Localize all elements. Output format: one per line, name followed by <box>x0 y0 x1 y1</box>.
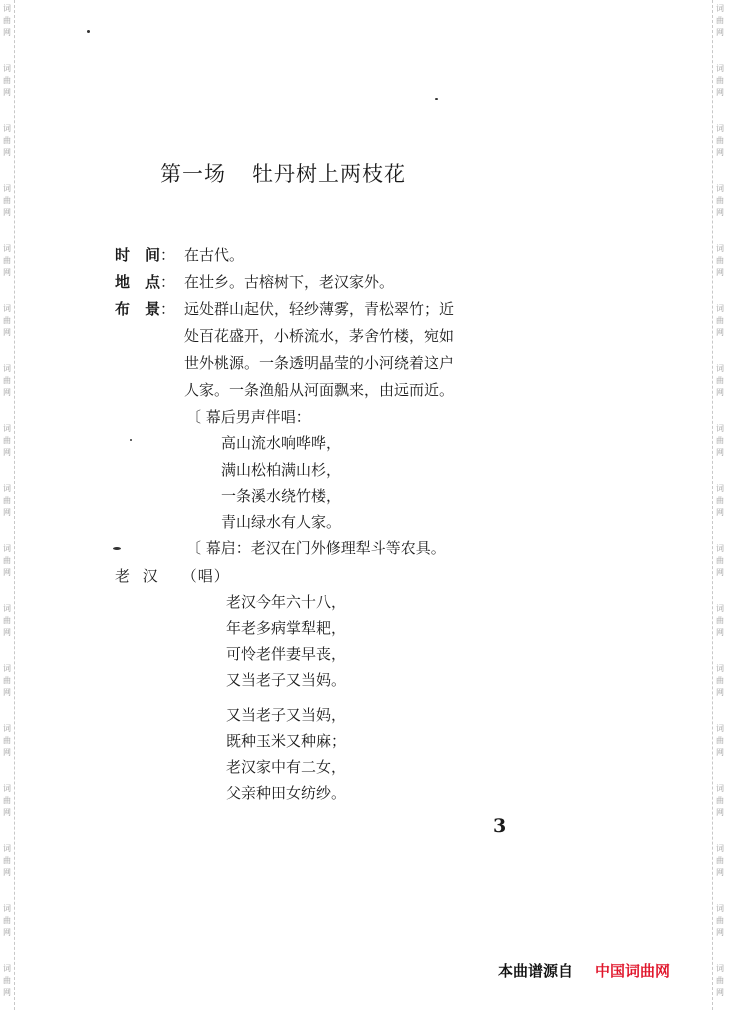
watermark-char: 曲 <box>716 736 724 745</box>
curtain-direction: 〔 幕启：老汉在门外修理犁斗等农具。 <box>186 539 446 557</box>
watermark-char: 网 <box>716 808 724 817</box>
watermark-char: 网 <box>3 328 11 337</box>
watermark-char: 曲 <box>3 196 11 205</box>
place-text: 在壮乡。古榕树下，老汉家外。 <box>184 273 395 291</box>
watermark-char: 词 <box>3 664 11 673</box>
watermark-char: 网 <box>3 808 11 817</box>
song-line: 一条溪水绕竹楼， <box>221 487 342 505</box>
scenery-line: 世外桃源。一条透明晶莹的小河绕着这户 <box>184 354 455 372</box>
watermark-char: 网 <box>716 868 724 877</box>
watermark-char: 词 <box>716 304 724 313</box>
watermark-char: 曲 <box>716 136 724 145</box>
watermark-char: 词 <box>716 184 724 193</box>
source-prefix: 本曲谱源自 <box>498 962 574 980</box>
watermark-char: 曲 <box>3 76 11 85</box>
watermark-char: 曲 <box>716 16 724 25</box>
verse-line: 又当老子又当妈， <box>226 706 347 724</box>
watermark-char: 网 <box>716 268 724 277</box>
watermark-char: 曲 <box>3 616 11 625</box>
watermark-char: 曲 <box>716 676 724 685</box>
watermark-char: 网 <box>716 628 724 637</box>
watermark-char: 词 <box>716 424 724 433</box>
watermark-char: 网 <box>716 508 724 517</box>
scan-speck <box>87 30 90 33</box>
verse-line: 老汉家中有二女， <box>226 758 347 776</box>
watermark-char: 网 <box>716 748 724 757</box>
watermark-char: 词 <box>3 184 11 193</box>
watermark-char: 词 <box>3 964 11 973</box>
watermark-char: 词 <box>716 784 724 793</box>
watermark-char: 曲 <box>3 496 11 505</box>
watermark-char: 曲 <box>716 496 724 505</box>
watermark-char: 网 <box>716 928 724 937</box>
watermark-char: 网 <box>716 568 724 577</box>
watermark-char: 词 <box>716 904 724 913</box>
right-watermark-strip <box>712 0 727 1010</box>
watermark-char: 词 <box>3 844 11 853</box>
watermark-char: 词 <box>3 364 11 373</box>
song-line: 满山松柏满山杉， <box>221 461 342 479</box>
watermark-char: 词 <box>716 484 724 493</box>
watermark-char: 网 <box>716 988 724 997</box>
left-watermark-strip <box>0 0 15 1010</box>
watermark-char: 词 <box>716 124 724 133</box>
watermark-char: 词 <box>3 784 11 793</box>
verse-line: 又当老子又当妈。 <box>226 671 347 689</box>
watermark-char: 网 <box>716 688 724 697</box>
watermark-char: 网 <box>3 148 11 157</box>
scan-speck <box>113 547 121 550</box>
watermark-char: 词 <box>3 64 11 73</box>
watermark-char: 曲 <box>3 976 11 985</box>
scene-title <box>160 158 406 188</box>
watermark-char: 网 <box>716 148 724 157</box>
watermark-char: 曲 <box>3 676 11 685</box>
watermark-char: 网 <box>3 388 11 397</box>
watermark-char: 词 <box>716 664 724 673</box>
watermark-char: 网 <box>716 388 724 397</box>
watermark-char: 曲 <box>3 796 11 805</box>
role-name: 老 汉 <box>115 567 162 585</box>
watermark-char: 网 <box>716 208 724 217</box>
scenery-line: 人家。一条渔船从河面飘来，由远而近。 <box>184 381 455 399</box>
watermark-char: 曲 <box>716 196 724 205</box>
watermark-char: 曲 <box>3 16 11 25</box>
watermark-char: 曲 <box>716 616 724 625</box>
watermark-char: 曲 <box>3 136 11 145</box>
time-label: 时 间： <box>115 246 176 264</box>
watermark-char: 网 <box>716 28 724 37</box>
watermark-char: 网 <box>3 208 11 217</box>
watermark-char: 曲 <box>3 556 11 565</box>
watermark-char: 曲 <box>716 916 724 925</box>
watermark-char: 曲 <box>716 436 724 445</box>
watermark-char: 网 <box>3 868 11 877</box>
watermark-char: 网 <box>3 448 11 457</box>
scan-speck <box>130 439 132 441</box>
watermark-char: 词 <box>3 484 11 493</box>
scenery-line: 处百花盛开，小桥流水，茅舍竹楼，宛如 <box>184 327 455 345</box>
verse-line: 父亲种田女纺纱。 <box>226 784 347 802</box>
watermark-char: 词 <box>3 604 11 613</box>
watermark-char: 网 <box>716 328 724 337</box>
watermark-char: 网 <box>716 448 724 457</box>
watermark-char: 词 <box>3 904 11 913</box>
time-text: 在古代。 <box>184 246 245 264</box>
watermark-char: 网 <box>3 748 11 757</box>
watermark-char: 网 <box>3 688 11 697</box>
watermark-char: 网 <box>3 628 11 637</box>
watermark-char: 曲 <box>716 376 724 385</box>
verse-line: 年老多病掌犁耙， <box>226 619 347 637</box>
watermark-char: 曲 <box>716 256 724 265</box>
scene-name: 牡丹树上两枝花 <box>252 162 406 186</box>
sing-cue: （唱） <box>181 567 230 585</box>
watermark-char: 曲 <box>3 256 11 265</box>
watermark-char: 曲 <box>716 76 724 85</box>
watermark-char: 网 <box>3 88 11 97</box>
watermark-char: 曲 <box>716 796 724 805</box>
watermark-char: 词 <box>3 424 11 433</box>
watermark-char: 词 <box>716 844 724 853</box>
watermark-char: 词 <box>3 4 11 13</box>
watermark-char: 网 <box>716 88 724 97</box>
source-site: 中国词曲网 <box>595 962 671 980</box>
watermark-char: 网 <box>3 988 11 997</box>
watermark-char: 词 <box>716 544 724 553</box>
watermark-char: 词 <box>716 604 724 613</box>
role-line <box>115 566 230 586</box>
watermark-char: 词 <box>716 964 724 973</box>
verse-line: 可怜老伴妻早丧， <box>226 645 347 663</box>
watermark-char: 曲 <box>716 856 724 865</box>
watermark-char: 词 <box>716 364 724 373</box>
source-credit <box>498 960 670 981</box>
scenery-label: 布 景： <box>115 300 176 318</box>
watermark-char: 词 <box>3 124 11 133</box>
watermark-char: 词 <box>716 64 724 73</box>
watermark-char: 网 <box>3 508 11 517</box>
watermark-char: 曲 <box>3 856 11 865</box>
scan-speck <box>435 98 438 100</box>
watermark-char: 网 <box>3 28 11 37</box>
watermark-char: 曲 <box>3 916 11 925</box>
song-line: 青山绿水有人家。 <box>221 513 342 531</box>
watermark-char: 网 <box>3 928 11 937</box>
watermark-char: 曲 <box>3 736 11 745</box>
place-label: 地 点： <box>115 273 176 291</box>
song-line: 高山流水响哗哗， <box>221 434 342 452</box>
watermark-char: 曲 <box>716 556 724 565</box>
watermark-char: 曲 <box>716 976 724 985</box>
verse-line: 既种玉米又种麻； <box>226 732 347 750</box>
watermark-char: 词 <box>716 244 724 253</box>
watermark-char: 词 <box>3 244 11 253</box>
page-number: 3 <box>493 815 507 837</box>
scene-number: 第一场 <box>160 162 226 186</box>
watermark-char: 曲 <box>716 316 724 325</box>
watermark-char: 词 <box>3 304 11 313</box>
watermark-char: 词 <box>716 4 724 13</box>
watermark-char: 曲 <box>3 316 11 325</box>
watermark-char: 网 <box>3 268 11 277</box>
scenery-line: 远处群山起伏，轻纱薄雾，青松翠竹；近 <box>184 300 455 318</box>
watermark-char: 词 <box>716 724 724 733</box>
watermark-char: 词 <box>3 544 11 553</box>
watermark-char: 曲 <box>3 376 11 385</box>
backstage-song-cue: 〔 幕后男声伴唱： <box>186 408 311 426</box>
watermark-char: 网 <box>3 568 11 577</box>
watermark-char: 词 <box>3 724 11 733</box>
verse-line: 老汉今年六十八， <box>226 593 347 611</box>
watermark-char: 曲 <box>3 436 11 445</box>
